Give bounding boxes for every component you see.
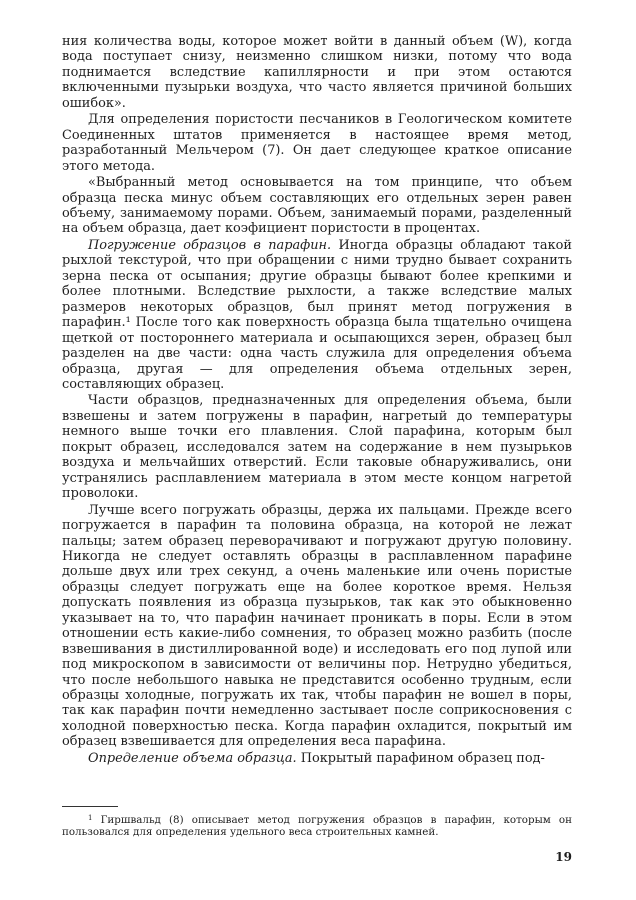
paragraph-2-text: Для определения пористости песчаников в Геологическом комитете Соединенных штатов применяется в настоящее время метод, разработанный Мельчером (7). Он дает следующее краткое описание этого метода.: [62, 112, 572, 174]
paragraph-2: [62, 112, 572, 174]
paragraph-3-text: «Выбранный метод основывается на том принципе, что объем образца песка минус объем составляющих его отдельных зерен равен объему, занимаемому порами. Объем, занимаемый порами, разделенный на объем образца, дает коэфициент пористости в процентах.: [62, 175, 572, 237]
footnote-text: Гиршвальд (8) описывает метод погружения образцов в парафин, которым он пользовался для определения удельного веса строительных камней.: [62, 814, 572, 839]
page-number: 19: [555, 850, 572, 864]
paragraph-3: [62, 175, 572, 237]
paragraph-6: [62, 503, 572, 750]
paragraph-7-text: Покрытый парафином образец под-: [296, 750, 545, 766]
body-text: [62, 34, 572, 766]
paragraph-1: [62, 34, 572, 111]
footnote: [62, 812, 572, 839]
footnote-mark: 1: [88, 814, 93, 822]
paragraph-5-text: Части образцов, предназначенных для определения объема, были взвешены и затем погружены в парафин, нагретый до температуры немного выше точки его плавления. Слой парафина, которым был покрыт образец, исследовался затем на содержание в нем пузырьков воздуха и мельчайших отверстий. Если таковые обнаруживались, они устранялись расплавлением материала в этом месте концом нагретой проволоки.: [62, 393, 572, 502]
paragraph-4: [62, 238, 572, 393]
paragraph-4-lead: Погружение образцов в парафин.: [88, 237, 332, 253]
paragraph-4-text: Иногда образцы обладают такой рыхлой текстурой, что при обращении с ними трудно бывает сохранить зерна песка от осыпания; другие образцы бывают более крепкими и более плотными. Вследствие рыхлости, а также вследствие малых размеров некоторых образцов, был принят метод погружения в парафин.¹ После того как поверхность образца была тщательно очищена щеткой от постороннего материала и осыпающихся зерен, образец был разделен на две части: одна часть служила для определения объема образца, другая — для определения объема отдельных зерен, составляющих образец.: [62, 237, 572, 392]
paragraph-5: [62, 393, 572, 501]
paragraph-7: [62, 751, 572, 766]
footnote-paragraph: [62, 812, 572, 839]
paragraph-7-lead: Определение объема образца.: [88, 750, 297, 766]
paragraph-6-text: Лучше всего погружать образцы, держа их пальцами. Прежде всего погружается в парафин та половина образца, на которой не лежат пальцы; затем образец переворачивают и погружают другую половину. Никогда не следует оставлять образцы в расплавленном парафине дольше двух или трех секунд, а очень маленькие или очень пористые образцы следует погружать еще на более короткое время. Нельзя допускать появления из образца пузырьков, так как это обыкновенно указывает на то, что парафин начинает проникать в поры. Если в этом отношении есть какие-либо сомнения, то образец можно разбить (после взвешивания в дистиллированной воде) и исследовать его под лупой или под микроскопом в зависимости от величины пор. Нетрудно убедиться, что после небольшого навыка не представится особенно трудным, если образцы холодные, погружать их так, чтобы парафин не вошел в поры, так как парафин почти немедленно застывает после соприкосновения с холодной поверхностью песка. Когда парафин охладится, покрытый им образец взвешивается для определения веса парафина.: [62, 502, 572, 750]
footnote-divider: [62, 806, 118, 807]
paragraph-1-text: ния количества воды, которое может войти в данный объем (W), когда вода поступает снизу, неизменно слишком низки, потому что вода поднимается вследствие капиллярности и при этом остаются включенными пузырьки воздуха, что часто является причиной больших ошибок».: [62, 34, 572, 111]
